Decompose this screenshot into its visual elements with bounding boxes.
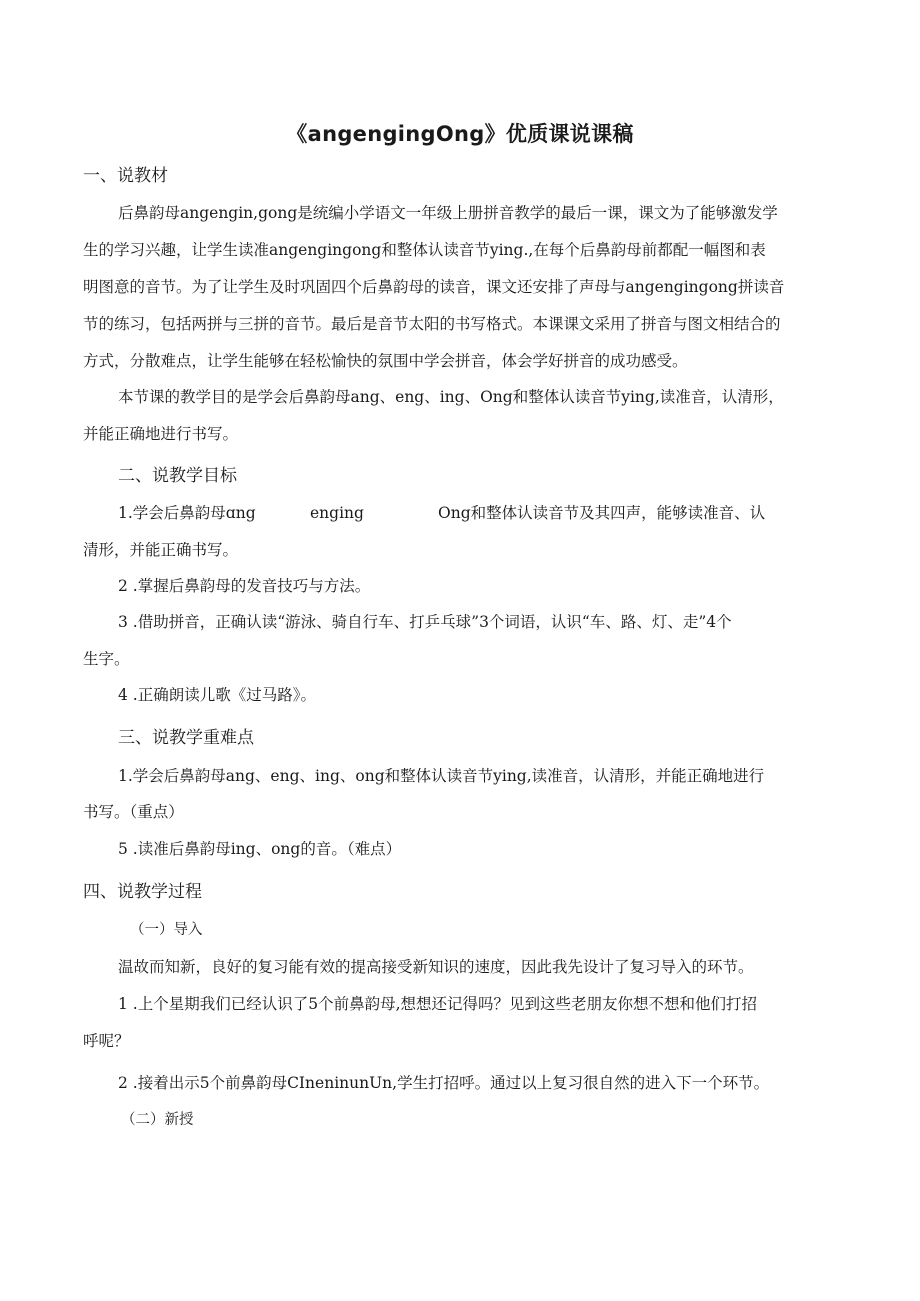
intro-step-1-line-a: 1 .上个星期我们已经认识了5个前鼻韵母,想想还记得吗？见到这些老朋友你想不想和他们打招: [118, 995, 758, 1013]
section-heading-teaching-process: 四、说教学过程: [83, 882, 202, 902]
intro-paragraph: 温故而知新，良好的复习能有效的提高接受新知识的速度，因此我先设计了复习导入的环节。: [118, 958, 754, 976]
intro-step-2: 2 .接着出示5个前鼻韵母CIneninunUn,学生打招呼。通过以上复习很自然的进入下一个环节。: [118, 1074, 770, 1092]
document-title: 《angengingOng》优质课说课稿: [286, 122, 634, 146]
section-heading-teaching-goals: 二、说教学目标: [118, 466, 237, 486]
goal-4: 4 .正确朗读儿歌《过马路》。: [118, 686, 316, 704]
key-point-2: 5 .读准后鼻韵母ing、ong的音。（难点）: [118, 840, 402, 858]
goal-2: 2 .掌握后鼻韵母的发音技巧与方法。: [118, 577, 371, 595]
paragraph-line: 本节课的教学目的是学会后鼻韵母ang、eng、ing、Ong和整体认读音节ying,读准音，认清形，: [118, 388, 784, 406]
goal-1-part-c: Ong和整体认读音节及其四声，能够读准音、认: [438, 504, 766, 522]
goal-1-part-b: enging: [310, 504, 364, 522]
key-point-1-line-b: 书写。（重点）: [83, 803, 184, 821]
subsection-new-teaching: （二）新授: [121, 1112, 194, 1128]
paragraph-line: 后鼻韵母angengin,gong是统编小学语文一年级上册拼音教学的最后一课，课文为了能够激发学: [118, 204, 778, 222]
goal-3-line-a: 3 .借助拼音，正确认读“游泳、骑自行车、打乒乓球”3个词语，认识“车、路、灯、走”4个: [118, 613, 732, 631]
goal-1-part-a: 1.学会后鼻韵母ɑng: [118, 504, 256, 522]
paragraph-line: 明图意的音节。为了让学生及时巩固四个后鼻韵母的读音，课文还安排了声母与angengingong拼读音: [83, 278, 785, 296]
key-point-1-line-a: 1.学会后鼻韵母ang、eng、ing、ong和整体认读音节ying,读准音，认清形，并能正确地进行: [118, 767, 765, 785]
goal-1-part-d: 清形，并能正确书写。: [83, 541, 239, 559]
section-heading-key-points: 三、说教学重难点: [118, 728, 254, 748]
subsection-intro: （一）导入: [130, 922, 203, 938]
goal-3-line-b: 生字。: [83, 650, 130, 668]
intro-step-1-line-b: 呼呢？: [83, 1032, 130, 1050]
paragraph-line: 生的学习兴趣，让学生读准angengingong和整体认读音节ying.,在每个后鼻韵母前都配一幅图和表: [83, 241, 766, 259]
paragraph-line: 方式，分散难点，让学生能够在轻松愉快的氛围中学会拼音，体会学好拼音的成功感受。: [83, 352, 688, 370]
paragraph-line: 并能正确地进行书写。: [83, 425, 239, 443]
paragraph-line: 节的练习，包括两拼与三拼的音节。最后是音节太阳的书写格式。本课课文采用了拼音与图文相结合的: [83, 315, 781, 333]
section-heading-teaching-material: 一、说教材: [83, 166, 168, 186]
